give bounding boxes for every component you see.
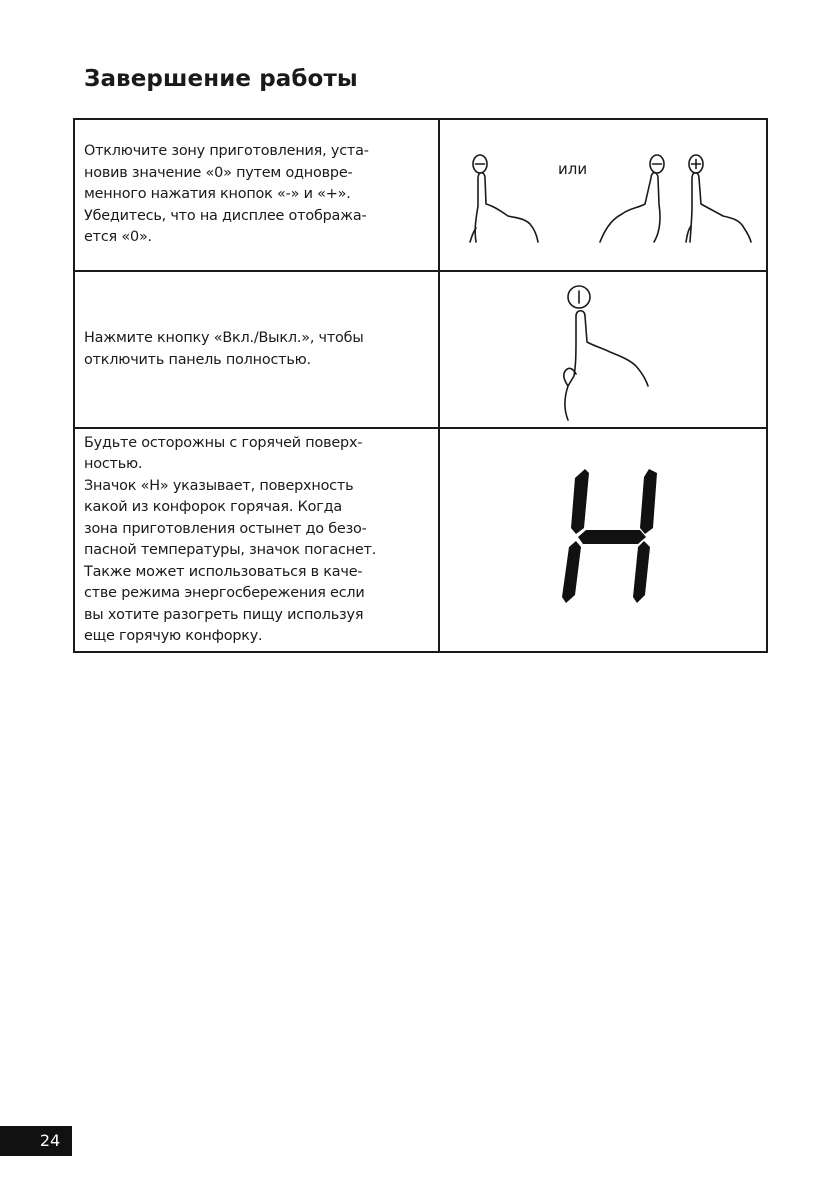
pointing-hand-icon bbox=[564, 311, 648, 420]
step-illustration-cell bbox=[439, 119, 767, 271]
step-illustration-cell bbox=[439, 428, 767, 652]
pointing-hand-icon bbox=[686, 173, 751, 242]
finger-press-power-illustration bbox=[440, 272, 785, 427]
step-text-cell bbox=[74, 428, 439, 652]
pointing-hand-icon bbox=[600, 173, 660, 242]
step-text: Отключите зону приготовления, уста- новив значение «0» путем одновре- менного нажатия кнопок «-» и «+». Убедитесь, что на дисплее отобража- ется «0». bbox=[84, 143, 369, 246]
minus-button-icon bbox=[650, 155, 664, 173]
step-illustration-cell bbox=[439, 271, 767, 428]
step-text: Нажмите кнопку «Вкл./Выкл.», чтобы отключить панель полностью. bbox=[84, 330, 364, 368]
seven-segment-h-icon bbox=[440, 429, 785, 651]
step-text: Будьте осторожны с горячей поверх- ностью. Значок «H» указывает, поверхность какой из конфорок горячая. Когда зона приготовления остынет до безо- пасной температуры, значок погаснет. Также может использоваться в каче- стве режима энергосбережения если вы хотите разогреть пищу используя еще горячую конфорку. bbox=[84, 434, 377, 644]
table-row bbox=[74, 271, 767, 428]
page-title: Завершение работы bbox=[84, 66, 358, 92]
table-row bbox=[74, 119, 767, 271]
power-button-icon bbox=[568, 286, 590, 308]
step-text-cell bbox=[74, 119, 439, 271]
table-row bbox=[74, 428, 767, 652]
step-text-cell bbox=[74, 271, 439, 428]
minus-button-icon bbox=[473, 155, 487, 173]
plus-button-icon bbox=[689, 155, 703, 173]
pointing-hand-icon bbox=[470, 173, 538, 242]
instruction-table bbox=[73, 118, 768, 653]
or-label: или bbox=[558, 160, 588, 178]
finger-press-minus-plus-illustration bbox=[440, 120, 785, 270]
page-number: 24 bbox=[0, 1126, 72, 1156]
